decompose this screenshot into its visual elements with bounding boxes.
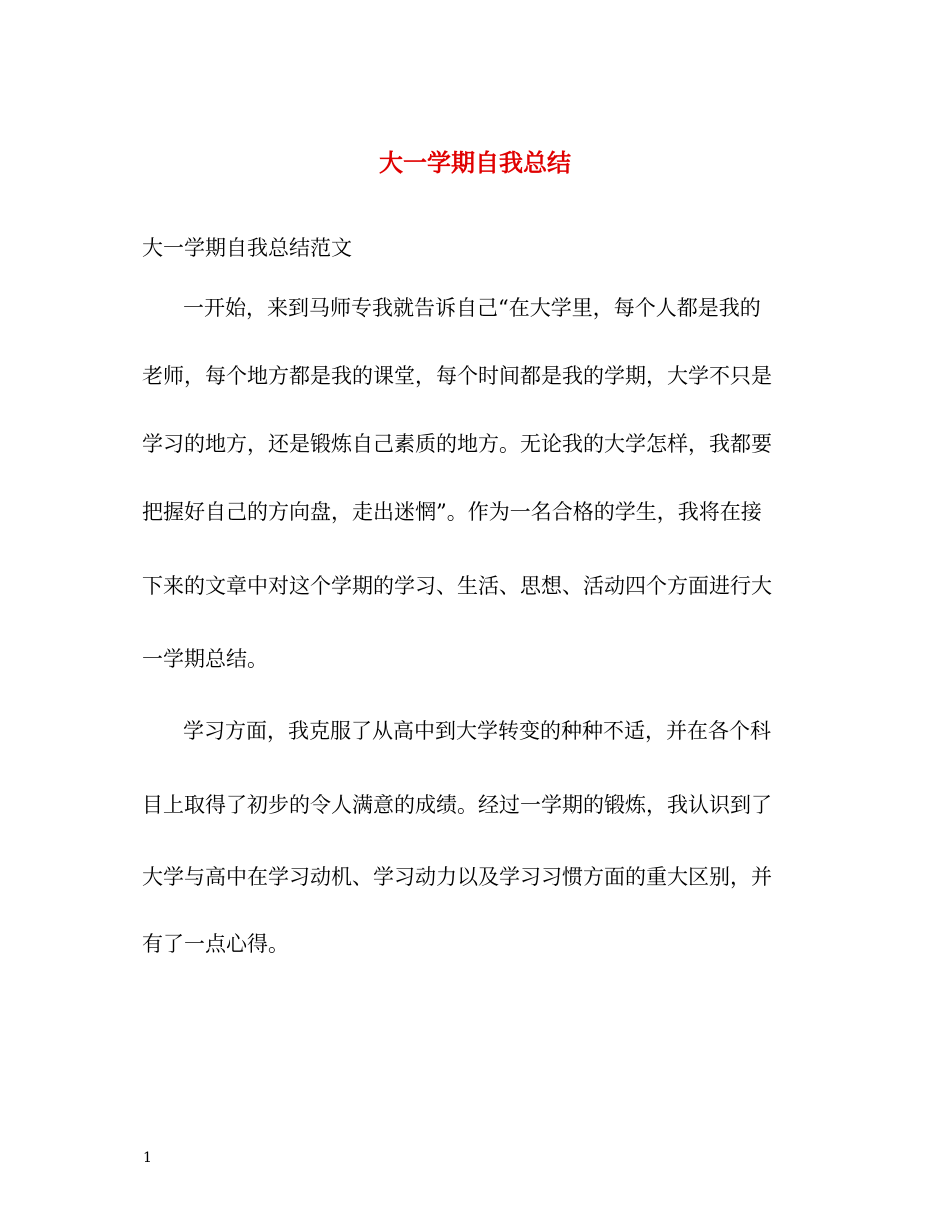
paragraph-line: 把握好自己的方向盘，走出迷惘”。作为一名合格的学生，我将在接 <box>142 500 762 524</box>
document-subtitle: 大一学期自我总结范文 <box>142 236 352 260</box>
paragraph-line: 学习的地方，还是锻炼自己素质的地方。无论我的大学怎样，我都要 <box>142 432 772 456</box>
document-title: 大一学期自我总结 <box>379 148 571 177</box>
paragraph-line: 大学与高中在学习动机、学习动力以及学习习惯方面的重大区别，并 <box>142 865 772 889</box>
paragraph-line: 学习方面，我克服了从高中到大学转变的种种不适，并在各个科 <box>183 719 771 743</box>
paragraph-line: 一学期总结。 <box>142 647 268 671</box>
paragraph-line: 下来的文章中对这个学期的学习、生活、思想、活动四个方面进行大 <box>142 574 772 598</box>
paragraph-line: 老师，每个地方都是我的课堂，每个时间都是我的学期，大学不只是 <box>142 364 772 388</box>
paragraph-line: 一开始，来到马师专我就告诉自己“在大学里，每个人都是我的 <box>183 296 761 320</box>
paragraph-line: 目上取得了初步的令人满意的成绩。经过一学期的锻炼，我认识到了 <box>142 793 772 817</box>
paragraph-line: 有了一点心得。 <box>142 932 289 956</box>
page-number: 1 <box>143 1150 152 1166</box>
